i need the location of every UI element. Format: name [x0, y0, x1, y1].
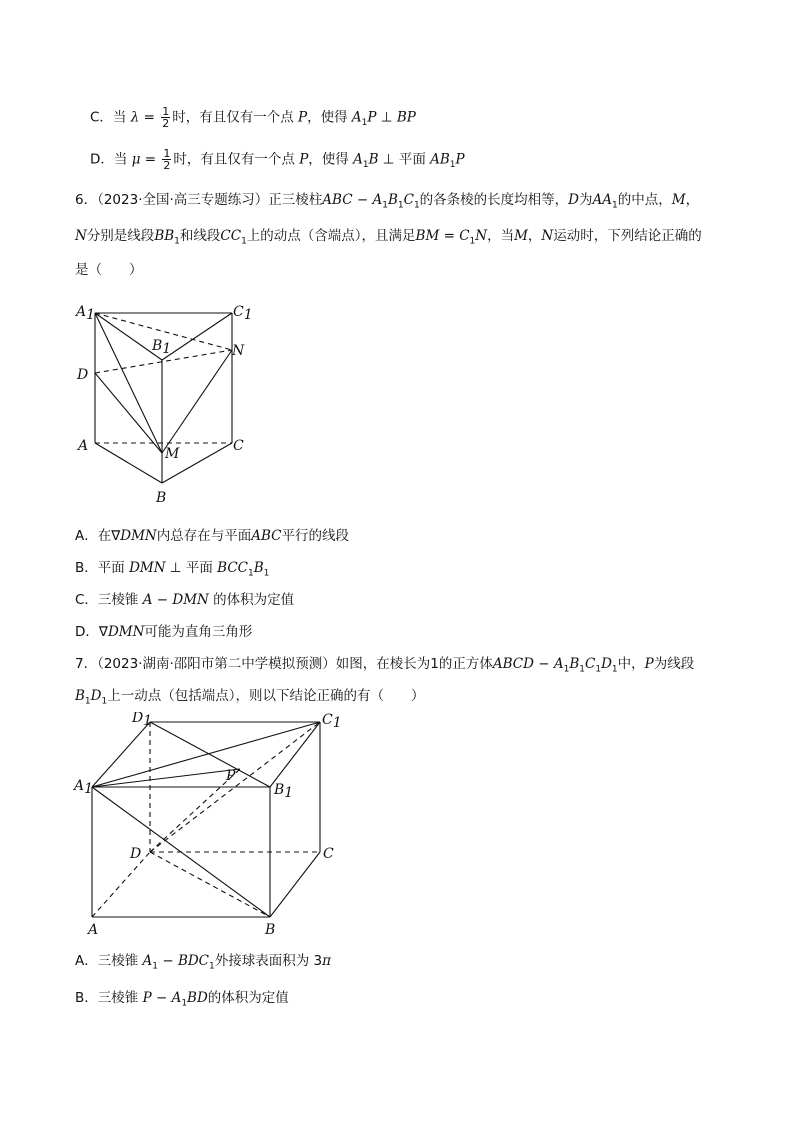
q6-option-a: A．在∇DMN内总存在与平面ABC平行的线段 [75, 528, 349, 544]
label-b: B [156, 490, 167, 506]
label-a: A [78, 438, 89, 454]
label-a: A [88, 922, 99, 938]
q7-stem-line2: $B_1D_1$上一动点（包括端点），则以下结论正确的有（ ） [75, 688, 425, 707]
label-p: P [226, 768, 236, 784]
q6-option-b: B．平面 DMN ⊥ 平面 $BCC_1B_1$ [75, 560, 270, 579]
q7-option-b: B．三棱锥 $P - A_1BD$的体积为定值 [75, 990, 289, 1009]
label-c: C [233, 438, 244, 454]
q6-option-d: D．∇DMN可能为直角三角形 [75, 624, 253, 640]
q7-stem-line1: 7．（2023·湖南·邵阳市第二中学模拟预测）如图，在棱长为1的正方体ABCD − $A_1B_1C_1D_1$中，P为线段 [75, 656, 695, 675]
q6-stem-line2: N分别是线段$BB_1$和线段$CC_1$上的动点（含端点），且满足BM = $C_1N$，当M，N运动时，下列结论正确的 [75, 228, 702, 247]
label-b: B [265, 922, 276, 938]
label-a1: A1 [76, 304, 96, 323]
label-n: N [232, 343, 245, 359]
label-b1: B1 [274, 782, 294, 801]
q6-stem-line1: 6．（2023·全国·高三专题练习）正三棱柱ABC − $A_1B_1C_1$的各条棱的长度均相等，D为$AA_1$的中点，M， [75, 192, 700, 211]
q6-prism-figure [70, 298, 260, 508]
label-c1: C1 [322, 712, 342, 731]
label-d: D [130, 846, 142, 862]
label-d: D [77, 367, 89, 383]
label-d1: D1 [132, 712, 153, 729]
q7-option-a: A．三棱锥 $A_1 - BDC_1$外接球表面积为 3π [75, 953, 332, 972]
q6-option-c: C．三棱锥 A − DMN 的体积为定值 [75, 592, 295, 608]
label-m: M [165, 446, 180, 462]
label-c: C [323, 846, 334, 862]
label-b1: B1 [152, 338, 172, 357]
q5-option-d: D．当 μ = $\frac{1}{2}$ 时，有且仅有一个点 P，使得 $A_1B$ ⊥ 平面 $AB_1P$ [90, 147, 465, 172]
q6-stem-line3: 是（ ） [75, 262, 143, 278]
q7-cube-figure [70, 712, 350, 942]
label-c1: C1 [233, 304, 253, 323]
q5-option-c: C．当 λ = $\frac{1}{2}$ 时，有且仅有一个点 P，使得 $A_1P$ ⊥ BP [90, 105, 416, 130]
label-a1: A1 [74, 778, 94, 797]
